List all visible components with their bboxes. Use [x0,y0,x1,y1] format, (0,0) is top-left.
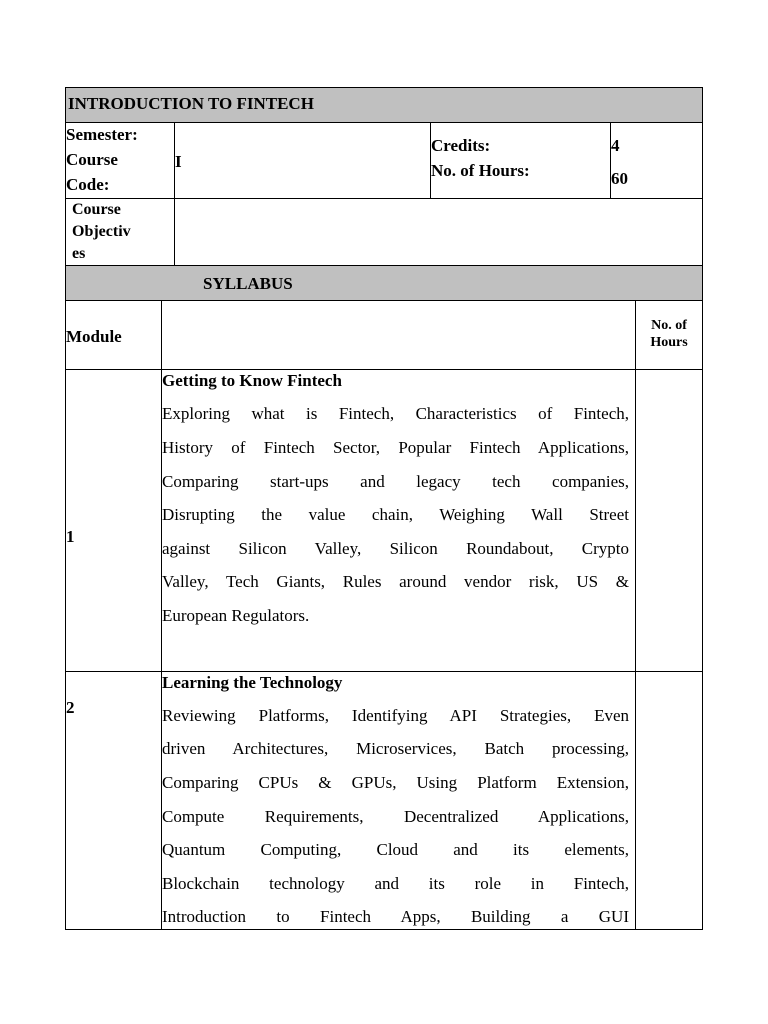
content-header-cell [161,300,636,370]
course-code-label: Course [66,150,118,169]
credits-label: Credits: [431,136,491,155]
module-1-line-5: against Silicon Valley, Silicon Roundabout, Crypto [162,539,629,558]
syllabus-heading-bar [65,265,703,301]
module-1-title: Getting to Know Fintech [162,371,342,390]
course-title-bar [65,87,703,123]
module-2-content-cell [161,671,636,930]
objectives-label-cell [65,198,175,266]
course-title: INTRODUCTION TO FINTECH [68,94,314,113]
module-2-hours-cell [635,671,703,930]
course-code-label-cont: Code: [66,175,110,194]
semester-label: Semester: [66,125,138,144]
module-2-line-4: Compute Requirements, Decentralized Applications, [162,807,629,826]
module-1-content-cell [161,369,636,672]
objectives-label-cont: Objectiv [72,223,131,240]
credits-value: 4 [611,136,620,155]
objectives-value-cell [174,198,703,266]
module-1-line-2: History of Fintech Sector, Popular Fintech Applications, [162,438,629,457]
module-2-line-7: Introduction to Fintech Apps, Building a GUI [162,907,629,926]
module-1-line-3: Comparing start-ups and legacy tech companies, [162,472,629,491]
module-2-line-3: Comparing CPUs & GPUs, Using Platform Extension, [162,773,629,792]
syllabus-heading: SYLLABUS [203,274,293,293]
hours-header-cont: Hours [650,335,688,350]
module-2-title: Learning the Technology [162,673,343,692]
module-1-description [162,370,629,670]
module-2-description [162,672,629,928]
semester-value-cell [174,122,431,199]
module-1-line-4: Disrupting the value chain, Weighing Wall Street [162,505,629,524]
module-1-line-1: Exploring what is Fintech, Characteristics of Fintech, [162,404,629,423]
hours-header-cell [635,300,703,370]
module-2-line-1: Reviewing Platforms, Identifying API Strategies, Even [162,706,629,725]
module-1-number: 1 [66,527,75,546]
objectives-label: Course [72,201,121,218]
module-1-number-cell [65,369,162,672]
module-1-line-7: European Regulators. [162,606,310,625]
module-1-hours-cell [635,369,703,672]
hours-value: 60 [611,169,628,188]
module-2-number: 2 [66,698,75,717]
module-2-line-2: driven Architectures, Microservices, Batch processing, [162,739,629,758]
semester-label-cell [65,122,175,199]
credits-label-cell [430,122,611,199]
credits-value-cell [610,122,703,199]
module-2-number-cell [65,671,162,930]
hours-label: No. of Hours: [431,161,530,180]
module-1-line-6: Valley, Tech Giants, Rules around vendor risk, US & [162,572,629,591]
objectives-label-end: es [72,245,86,262]
module-header: Module [66,327,122,346]
module-2-line-5: Quantum Computing, Cloud and its elements, [162,840,629,859]
semester-value: I [175,152,182,171]
module-header-cell [65,300,162,370]
module-2-line-6: Blockchain technology and its role in Fintech, [162,874,629,893]
hours-header: No. of [651,318,687,333]
